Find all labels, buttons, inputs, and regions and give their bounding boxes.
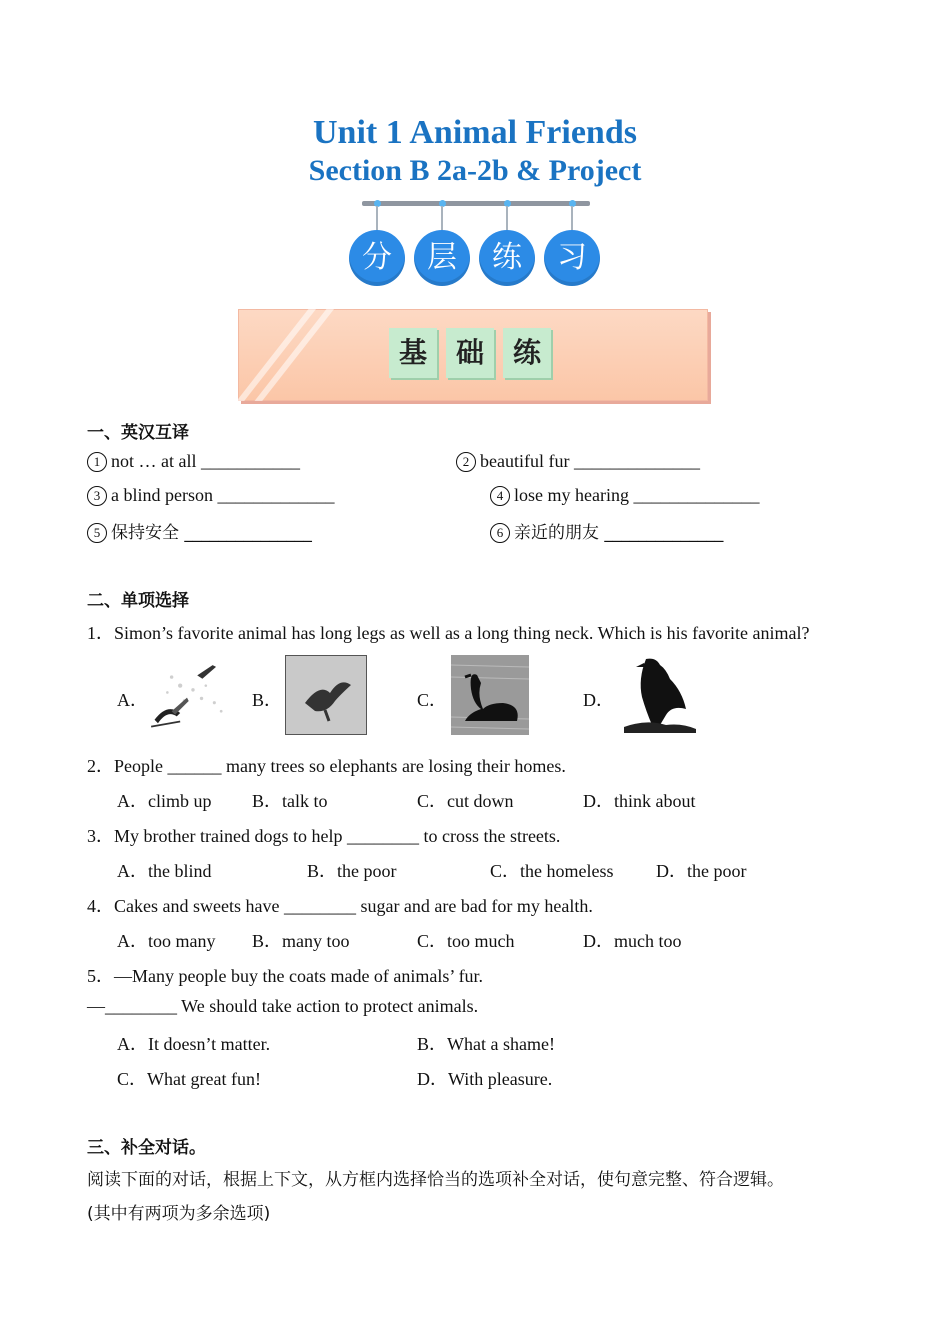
translation-item — [490, 518, 723, 543]
question-stem: 4．Cakes and sweets have ________ sugar and are bad for my health. — [87, 896, 593, 916]
section-instruction: 阅读下面的对话，根据上下文，从方框内选择恰当的选项补全对话，使句意完整、符合逻辑。 — [87, 1170, 784, 1190]
option: D．much too — [583, 931, 682, 951]
item-number: 1 — [87, 452, 107, 472]
banner-char: 练 — [503, 328, 551, 378]
rail-string — [571, 206, 573, 232]
option: A．It doesn’t matter. — [117, 1034, 271, 1054]
question-stem: 2．People ______ many trees so elephants are losing their homes. — [87, 756, 566, 776]
translation-item — [456, 451, 700, 472]
option: C．What great fun! — [117, 1069, 261, 1089]
page-subtitle: Section B 2a-2b & Project — [308, 154, 642, 187]
badge-char: 层 — [414, 230, 470, 286]
page-title: Unit 1 Animal Friends — [313, 114, 637, 151]
translation-item — [87, 485, 334, 506]
item-number: 6 — [490, 523, 510, 543]
option: C．too much — [417, 931, 515, 951]
item-number: 4 — [490, 486, 510, 506]
option: B．many too — [252, 931, 350, 951]
flying-bird-image — [285, 655, 367, 735]
item-text: lose my hearing ______________ — [514, 485, 760, 505]
banner-char: 基 — [389, 328, 437, 378]
eagle-image — [616, 655, 698, 735]
item-text: not … at all ___________ — [111, 451, 300, 471]
question-stem: 5．—Many people buy the coats made of animals’ fur. — [87, 966, 484, 986]
item-number: 2 — [456, 452, 476, 472]
swan-image — [449, 655, 531, 735]
crane-image — [146, 655, 228, 735]
option: C．the homeless — [490, 861, 614, 881]
rail-string — [376, 206, 378, 232]
option: B．the poor — [307, 861, 397, 881]
translation-item — [87, 451, 300, 472]
banner-char: 础 — [446, 328, 494, 378]
item-text: 亲近的朋友 ______________ — [514, 523, 724, 543]
hanging-rail — [362, 201, 590, 206]
section-heading: 二、单项选择 — [87, 591, 189, 611]
option: D．the poor — [656, 861, 747, 881]
item-number: 3 — [87, 486, 107, 506]
option: B．talk to — [252, 791, 328, 811]
option: C．cut down — [417, 791, 514, 811]
question-stem: 3．My brother trained dogs to help ________ to cross the streets. — [87, 826, 561, 846]
badge-char: 习 — [544, 230, 600, 286]
option: A．too many — [117, 931, 216, 951]
rail-string — [506, 206, 508, 232]
item-text: 保持安全 _______________ — [111, 523, 312, 543]
item-number: 5 — [87, 523, 107, 543]
option-label: B． — [252, 690, 283, 710]
option: A．the blind — [117, 861, 212, 881]
item-text: a blind person _____________ — [111, 485, 335, 505]
badge-char: 分 — [349, 230, 405, 286]
option-label: C． — [417, 690, 448, 710]
question-stem: 1．Simon’s favorite animal has long legs as well as a long thing neck. Which is his favorite animal? — [87, 623, 810, 643]
option: D．With pleasure. — [417, 1069, 553, 1089]
option: D．think about — [583, 791, 696, 811]
badge-char: 练 — [479, 230, 535, 286]
section-heading: 一、英汉互译 — [87, 423, 189, 443]
option: A．climb up — [117, 791, 212, 811]
option-label: A． — [117, 690, 148, 710]
translation-item — [87, 518, 312, 543]
option: B．What a shame! — [417, 1034, 555, 1054]
option-label: D． — [583, 690, 614, 710]
rail-string — [441, 206, 443, 232]
translation-item — [490, 485, 759, 506]
section-heading: 三、补全对话。 — [87, 1138, 206, 1158]
item-text: beautiful fur ______________ — [480, 451, 700, 471]
section-note: (其中有两项为多余选项) — [87, 1204, 271, 1224]
question-reply: —________ We should take action to protect animals. — [87, 996, 479, 1016]
